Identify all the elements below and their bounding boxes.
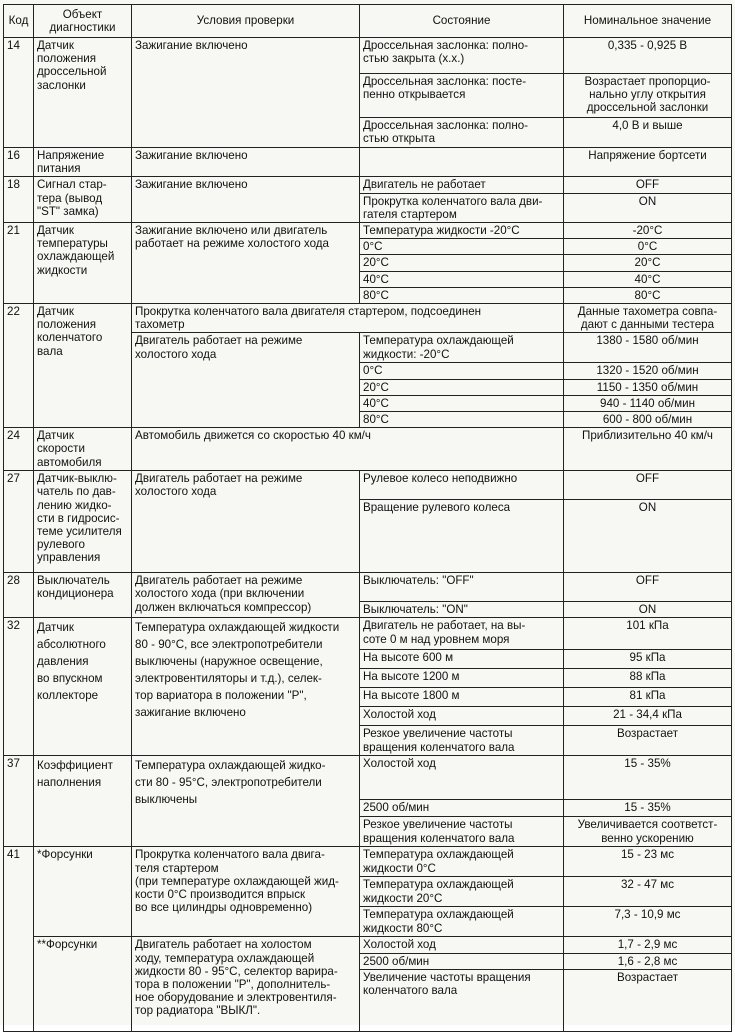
code-cell: 21 [4, 223, 34, 304]
condition-text: Прокрутка коленчатого вала двигателя стартером, подсоединен тахометр [135, 305, 482, 332]
code-cell: 16 [4, 148, 34, 177]
object-cell [34, 756, 132, 847]
state-cell: Выключатель: "ON" [360, 602, 564, 618]
value-cell: Возрастает [564, 726, 732, 756]
value-cell [564, 304, 732, 333]
object-cell: **Форсунки [34, 937, 132, 1031]
header-condition: Условия проверки [132, 5, 360, 38]
code-cell: 32 [4, 618, 34, 756]
state-cell [360, 877, 564, 907]
state-cell: 2500 об/мин [360, 953, 564, 969]
state-cell: На высоте 600 м [360, 650, 564, 669]
value-text: Увеличивается соответст- венно ускорению [577, 818, 718, 845]
object-cell [34, 618, 132, 756]
state-cell: На высоте 1200 м [360, 669, 564, 688]
condition-cell [132, 937, 360, 1031]
value-cell: -20°С [564, 223, 732, 239]
table-row [4, 756, 732, 800]
value-cell: 1,6 - 2,8 мс [564, 953, 732, 969]
condition-cell [132, 333, 360, 428]
code-cell: 37 [4, 756, 34, 847]
condition-cell: Зажигание включено [132, 148, 360, 177]
state-cell: 2500 об/мин [360, 800, 564, 817]
state-cell: Двигатель не работает [360, 177, 564, 193]
state-cell: 20°С [360, 255, 564, 271]
value-cell: 15 - 23 мс [564, 847, 732, 877]
condition-cell: Зажигание включено [132, 38, 360, 148]
state-cell [360, 193, 564, 222]
condition-text: Двигатель работает на режиме холостого хода [135, 472, 303, 499]
value-cell: 1380 - 1580 об/мин [564, 333, 732, 363]
object-cell [34, 38, 132, 148]
condition-text: Температура охлаждающей жидко- сти 80 - 95°С, электропотребители выключены [135, 759, 326, 807]
code-cell: 18 [4, 177, 34, 223]
object-text: Напряжение питания [37, 149, 105, 176]
state-cell [360, 847, 564, 877]
condition-cell [132, 304, 564, 333]
object-cell [34, 148, 132, 177]
state-cell: 0°С [360, 239, 564, 255]
value-cell: 1150 - 1350 об/мин [564, 379, 732, 395]
value-cell: 940 - 1140 об/мин [564, 395, 732, 411]
value-cell: 15 - 35% [564, 756, 732, 800]
object-text: Сигнал стар- тера (вывод "ST" замка) [37, 178, 107, 218]
value-cell: 15 - 35% [564, 800, 732, 817]
state-cell [360, 118, 564, 148]
value-cell: 40°С [564, 271, 732, 287]
condition-cell [132, 471, 360, 573]
header-code: Код [4, 5, 34, 38]
value-cell: 4,0 В и выше [564, 118, 732, 148]
state-cell: 40°С [360, 271, 564, 287]
state-text: Дроссельная заслонка: посте- пенно открывается [363, 75, 527, 102]
state-text: Двигатель не работает, на вы- соте 0 м над уровнем моря [363, 619, 526, 646]
value-text: Возрастает пропорцио- нально углу открытия дроссельной заслонки [584, 75, 711, 115]
object-cell [34, 223, 132, 304]
state-cell: Рулевое колесо неподвижно [360, 471, 564, 500]
value-cell: 95 кПа [564, 650, 732, 669]
value-cell: ON [564, 500, 732, 573]
value-cell [564, 74, 732, 118]
condition-text: Зажигание включено или двигатель работает на режиме холостого хода [135, 224, 330, 251]
state-cell: Холостой ход [360, 756, 564, 800]
state-text: Температура охлаждающей жидкости 20°С [363, 878, 514, 905]
object-text: Датчик положения дроссельной заслонки [37, 39, 107, 92]
condition-cell [132, 223, 360, 304]
condition-text: Двигатель работает на холостом ходу, температура охлаждающей жидкости 80 - 95°С, селектор варира- тора в положении "P", дополнитель- ное оборудование и электровентиля- тор радиатора "ВЫКЛ". [135, 938, 338, 1018]
state-cell [360, 148, 564, 177]
state-text: Температура охлаждающей жидкости 80°С [363, 908, 514, 935]
table-row [4, 177, 732, 193]
state-text: Температура охлаждающей жидкости 0°С [363, 848, 514, 875]
state-cell [360, 969, 564, 1031]
object-cell [34, 428, 132, 471]
object-text: Датчик абсолютного давления во впускном коллекторе [37, 621, 106, 703]
value-cell: 88 кПа [564, 669, 732, 688]
table-row [4, 148, 732, 177]
condition-cell: Автомобиль движется со скоростью 40 км/ч [132, 428, 564, 471]
table-row [4, 847, 732, 877]
state-cell: 0°С [360, 363, 564, 379]
value-cell: Приблизительно 40 км/ч [564, 428, 732, 471]
state-cell: На высоте 1800 м [360, 688, 564, 707]
value-cell: 32 - 47 мс [564, 877, 732, 907]
value-cell: 101 кПа [564, 618, 732, 650]
state-cell: 80°С [360, 412, 564, 428]
condition-text: Двигатель работает на режиме холостого хода (при включении должен включаться компрессор) [135, 574, 312, 614]
table-row [4, 304, 732, 333]
state-text: Дроссельная заслонка: полно- стью открыта [363, 119, 529, 146]
value-cell: ON [564, 602, 732, 618]
condition-cell [132, 618, 360, 756]
state-text: Резкое увеличение частоты вращения коленчатого вала [363, 727, 515, 754]
value-cell: 81 кПа [564, 688, 732, 707]
value-cell: OFF [564, 177, 732, 193]
value-cell: 0,335 - 0,925 В [564, 38, 732, 74]
state-cell [360, 817, 564, 847]
object-text: Выключатель кондиционера [37, 574, 114, 601]
object-cell [34, 304, 132, 428]
condition-cell [132, 756, 360, 847]
value-cell: 600 - 800 об/мин [564, 412, 732, 428]
state-text: Резкое увеличение частоты вращения коленчатого вала [363, 818, 515, 845]
value-cell: 21 - 34,4 кПа [564, 707, 732, 726]
code-cell: 14 [4, 38, 34, 148]
code-cell: 22 [4, 304, 34, 428]
table-row [4, 38, 732, 74]
condition-text: Двигатель работает на режиме холостого хода [135, 334, 303, 361]
state-cell: Температура жидкости -20°С [360, 223, 564, 239]
code-cell: 28 [4, 573, 34, 618]
object-text: Коэффициент наполнения [37, 759, 113, 790]
state-text: Дроссельная заслонка: полно- стью закрыта (х.х.) [363, 39, 529, 66]
value-cell: ON [564, 193, 732, 222]
condition-text: Температура охлаждающей жидкости 80 - 90°С, все электропотребители выключены (наружное освещение, электровентиляторы и т.д.), селек- тор вариатора в положении "P", зажигание включено [135, 621, 340, 720]
value-cell: 1320 - 1520 об/мин [564, 363, 732, 379]
object-cell [34, 471, 132, 573]
object-text: Датчик температуры охлаждающей жидкости [37, 224, 115, 277]
table-row [4, 937, 732, 953]
code-cell: 27 [4, 471, 34, 573]
value-cell: 7,3 - 10,9 мс [564, 907, 732, 937]
code-cell: 41 [4, 847, 34, 1031]
value-cell: 1,7 - 2,9 мс [564, 937, 732, 953]
object-text: Датчик скорости автомобиля [37, 429, 102, 469]
object-cell: *Форсунки [34, 847, 132, 937]
condition-cell [132, 847, 360, 937]
state-cell [360, 907, 564, 937]
state-cell: Вращение рулевого колеса [360, 500, 564, 573]
state-cell: Холостой ход [360, 937, 564, 953]
value-cell [564, 817, 732, 847]
state-cell [360, 38, 564, 74]
table-row [4, 223, 732, 239]
state-cell [360, 74, 564, 118]
state-cell: 20°С [360, 379, 564, 395]
value-cell: 80°С [564, 287, 732, 303]
condition-cell: Зажигание включено [132, 177, 360, 223]
header-row [4, 5, 732, 38]
value-cell: 0°С [564, 239, 732, 255]
state-cell: Выключатель: "OFF" [360, 573, 564, 602]
condition-cell [132, 573, 360, 618]
state-cell: Холостой ход [360, 707, 564, 726]
object-cell [34, 573, 132, 618]
value-cell: OFF [564, 573, 732, 602]
diagnostics-table [3, 4, 732, 1032]
value-cell: OFF [564, 471, 732, 500]
value-cell: Возрастает [564, 969, 732, 1031]
table-row [4, 428, 732, 471]
state-cell: 40°С [360, 395, 564, 411]
header-value: Номинальное значение [564, 5, 732, 38]
code-cell: 24 [4, 428, 34, 471]
state-cell [360, 333, 564, 363]
value-cell: Напряжение бортсети [564, 148, 732, 177]
value-cell: 20°С [564, 255, 732, 271]
header-object-label: Объект диагностики [49, 7, 116, 34]
state-cell [360, 726, 564, 756]
value-text: Данные тахометра совпа- дают с данными тестера [577, 305, 718, 332]
state-text: Температура охлаждающей жидкости: -20°С [363, 334, 514, 361]
state-cell: 80°С [360, 287, 564, 303]
header-object [34, 5, 132, 38]
condition-text: Прокрутка коленчатого вала двига- теля стартером (при температуре охлаждающей жид- кости 0°С производится впрыск во все цилиндры одновременно) [135, 848, 339, 915]
header-state: Состояние [360, 5, 564, 38]
object-cell [34, 177, 132, 223]
object-text: Датчик-выклю- чатель по дав- лению жидко- сти в гидросис- теме усилителя рулевого управления [37, 472, 122, 565]
state-text: Прокрутка коленчатого вала дви- гателя стартером [363, 194, 543, 221]
table-row [4, 618, 732, 650]
table-row [4, 471, 732, 500]
state-text: Увеличение частоты вращения коленчатого вала [363, 970, 531, 998]
table-row [4, 573, 732, 602]
object-text: Датчик положения коленчатого вала [37, 305, 103, 358]
state-cell [360, 618, 564, 650]
